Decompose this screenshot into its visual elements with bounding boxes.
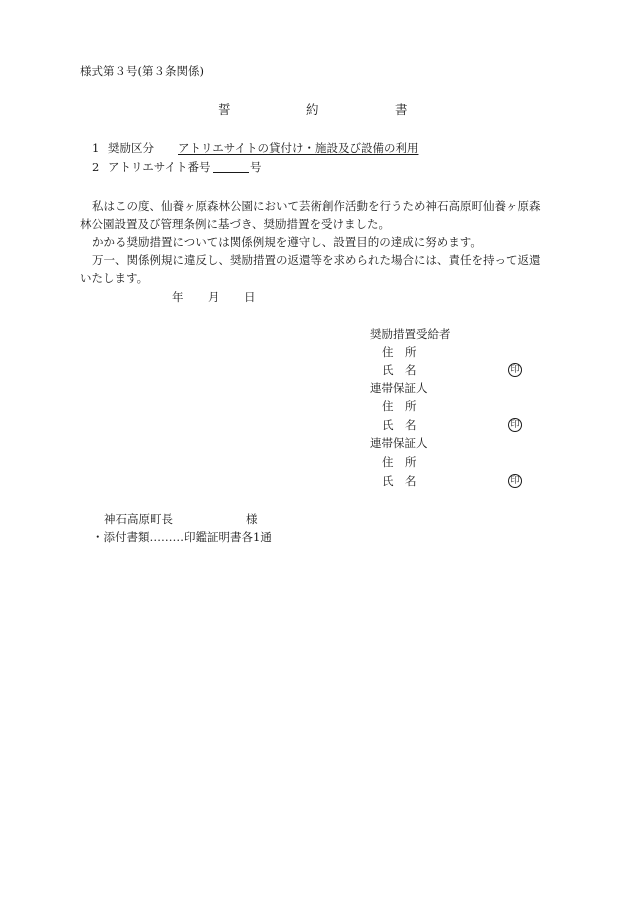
- title-char: 誓: [218, 102, 231, 117]
- date-year: 年: [172, 290, 184, 304]
- item-2-label: アトリエサイト番号: [108, 160, 211, 174]
- item-2-number: 2: [92, 160, 100, 174]
- item-1-number: 1: [92, 141, 100, 155]
- site-number-blank: [213, 160, 249, 173]
- name-label: 氏 名: [382, 418, 417, 432]
- address-label: 住 所: [382, 345, 417, 359]
- body-paragraph: 万一、関係例規に違反し、奨励措置の返還等を求められた場合には、責任を持って返還いたします。: [80, 253, 541, 285]
- address-label: 住 所: [382, 399, 417, 413]
- title-char: 約: [306, 102, 319, 117]
- item-2-suffix: 号: [250, 160, 262, 174]
- form-number-label: 様式第３号(第３条関係): [80, 64, 204, 78]
- body-paragraph: かかる奨励措置については関係例規を遵守し、設置目的の達成に努めます。: [92, 235, 482, 249]
- name-label: 氏 名: [382, 474, 417, 488]
- item-1-value: アトリエサイトの貸付け・施設及び設備の利用: [178, 141, 419, 155]
- name-label: 氏 名: [382, 363, 417, 377]
- seal-icon: 印: [508, 418, 522, 432]
- item-1-label: 奨励区分: [108, 141, 154, 155]
- guarantor-heading: 連帯保証人: [370, 381, 428, 395]
- seal-icon: 印: [508, 363, 522, 377]
- attachments-note: ・添付書類………印鑑証明書各1通: [92, 530, 272, 544]
- addressee-name: 神石高原町長: [104, 512, 173, 526]
- seal-icon: 印: [508, 474, 522, 488]
- title-char: 書: [395, 102, 408, 117]
- addressee-honorific: 様: [246, 512, 258, 526]
- guarantor-heading: 連帯保証人: [370, 436, 428, 450]
- body-paragraph: 私はこの度、仙養ヶ原森林公園において芸術創作活動を行うため神石高原町仙養ヶ原森林公園設置及び管理条例に基づき、奨励措置を受けました。: [80, 199, 541, 231]
- address-label: 住 所: [382, 455, 417, 469]
- signatory-heading: 奨励措置受給者: [370, 327, 451, 341]
- date-month: 月: [208, 290, 220, 304]
- date-day: 日: [244, 290, 256, 304]
